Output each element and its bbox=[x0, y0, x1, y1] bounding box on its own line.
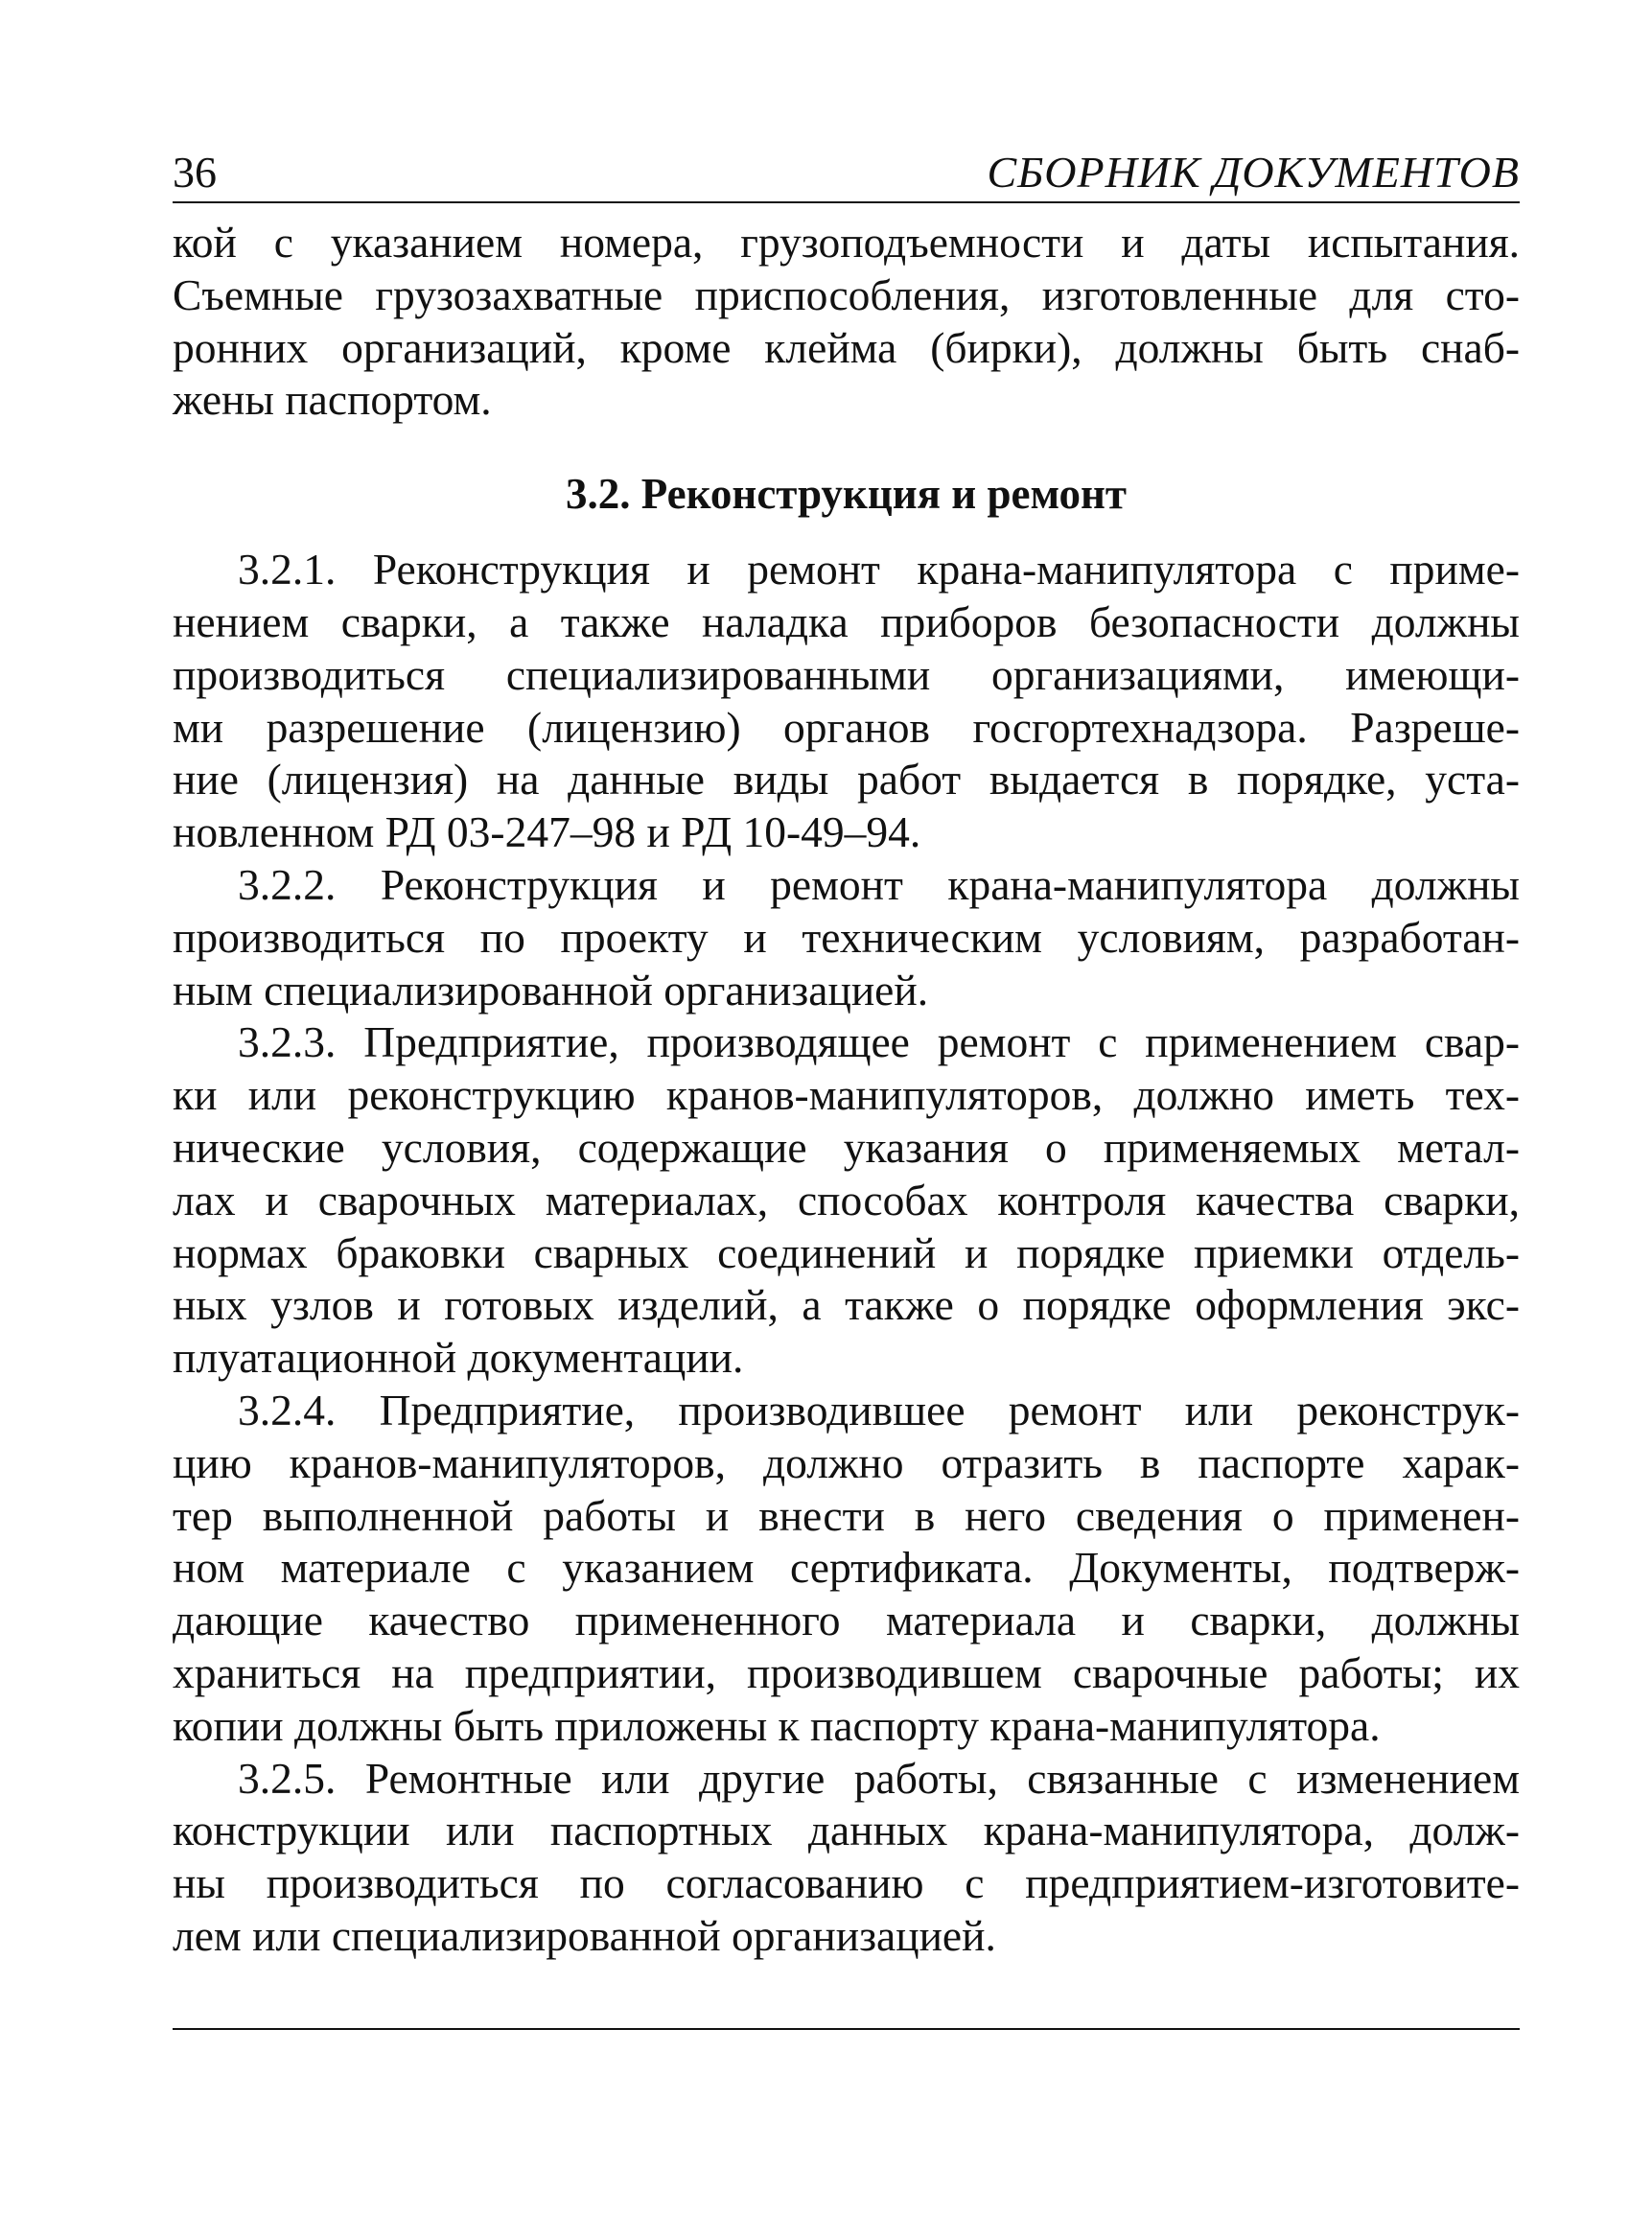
text-line: лах и сварочных материалах, способах контроля качества сварки, bbox=[173, 1175, 1520, 1224]
paragraph-3-2-2 bbox=[173, 859, 1520, 1016]
paragraph-3-2-3 bbox=[173, 1016, 1520, 1385]
text-line: ных узлов и готовых изделий, а также о порядке оформления экс- bbox=[173, 1280, 1520, 1330]
text-line: производиться специализированными организациями, имеющи- bbox=[173, 649, 1520, 699]
text-line: цию кранов-манипуляторов, должно отразить в паспорте харак- bbox=[173, 1437, 1520, 1487]
text-line: ние (лицензия) на данные виды работ выдается в порядке, уста- bbox=[173, 755, 1520, 805]
text-line: дающие качество примененного материала и сварки, должны bbox=[173, 1596, 1520, 1645]
text-line: нические условия, содержащие указания о применяемых метал- bbox=[173, 1122, 1520, 1172]
text-line: 3.2.5. Ремонтные или другие работы, связанные с изменением bbox=[238, 1753, 1520, 1803]
text-line: 3.2.1. Реконструкция и ремонт крана-манипулятора с приме- bbox=[238, 545, 1520, 595]
text-line: новленном РД 03-247–98 и РД 10-49–94. bbox=[173, 807, 921, 857]
intro-paragraph bbox=[173, 217, 1520, 427]
body-text bbox=[173, 217, 1520, 1963]
text-line: ки или реконструкцию кранов-манипуляторов, должно иметь тех- bbox=[173, 1070, 1520, 1120]
text-line: тер выполненной работы и внести в него сведения о применен- bbox=[173, 1490, 1520, 1540]
paragraph-3-2-5 bbox=[173, 1753, 1520, 1963]
text-line: 3.2.3. Предприятие, производящее ремонт с применением свар- bbox=[238, 1017, 1520, 1067]
text-line: лем или специализированной организацией. bbox=[173, 1910, 996, 1960]
text-line: нормах браковки сварных соединений и порядке приемки отдель- bbox=[173, 1227, 1520, 1277]
text-line: ми разрешение (лицензию) органов госгортехнадзора. Разреше- bbox=[173, 702, 1520, 752]
text-line: ным специализированной организацией. bbox=[173, 965, 929, 1015]
text-line: 3.2.4. Предприятие, производившее ремонт или реконструк- bbox=[238, 1385, 1520, 1434]
text-line: ном материале с указанием сертификата. Документы, подтверж- bbox=[173, 1543, 1520, 1593]
text-line: 3.2.2. Реконструкция и ремонт крана-манипулятора должны bbox=[238, 859, 1520, 909]
text-line: производиться по проекту и техническим условиям, разработан- bbox=[173, 912, 1520, 962]
page-number: 36 bbox=[173, 148, 217, 197]
text-line: Съемные грузозахватные приспособления, изготовленные для сто- bbox=[173, 269, 1520, 319]
text-line: копии должны быть приложены к паспорту крана-манипулятора. bbox=[173, 1700, 1381, 1750]
running-header bbox=[173, 144, 1520, 203]
paragraph-3-2-4 bbox=[173, 1385, 1520, 1753]
document-page bbox=[173, 144, 1520, 1963]
section-heading: 3.2. Реконструкция и ремонт bbox=[565, 470, 1128, 519]
text-line: ронних организаций, кроме клейма (бирки), должны быть снаб- bbox=[173, 322, 1520, 372]
text-line: нением сварки, а также наладка приборов безопасности должны bbox=[173, 596, 1520, 646]
text-line: ны производиться по согласованию с предприятием-изготовите- bbox=[173, 1858, 1520, 1908]
text-line: кой с указанием номера, грузоподъемности и даты испытания. bbox=[173, 218, 1520, 267]
text-line: конструкции или паспортных данных крана-манипулятора, долж- bbox=[173, 1806, 1520, 1855]
paragraph-3-2-1 bbox=[173, 544, 1520, 859]
text-line: жены паспортом. bbox=[173, 375, 492, 425]
text-line: храниться на предприятии, производившем сварочные работы; их bbox=[173, 1647, 1520, 1697]
text-line: плуатационной документации. bbox=[173, 1333, 744, 1383]
footer-rule bbox=[173, 2028, 1520, 2030]
collection-title: СБОРНИК ДОКУМЕНТОВ bbox=[987, 148, 1520, 197]
